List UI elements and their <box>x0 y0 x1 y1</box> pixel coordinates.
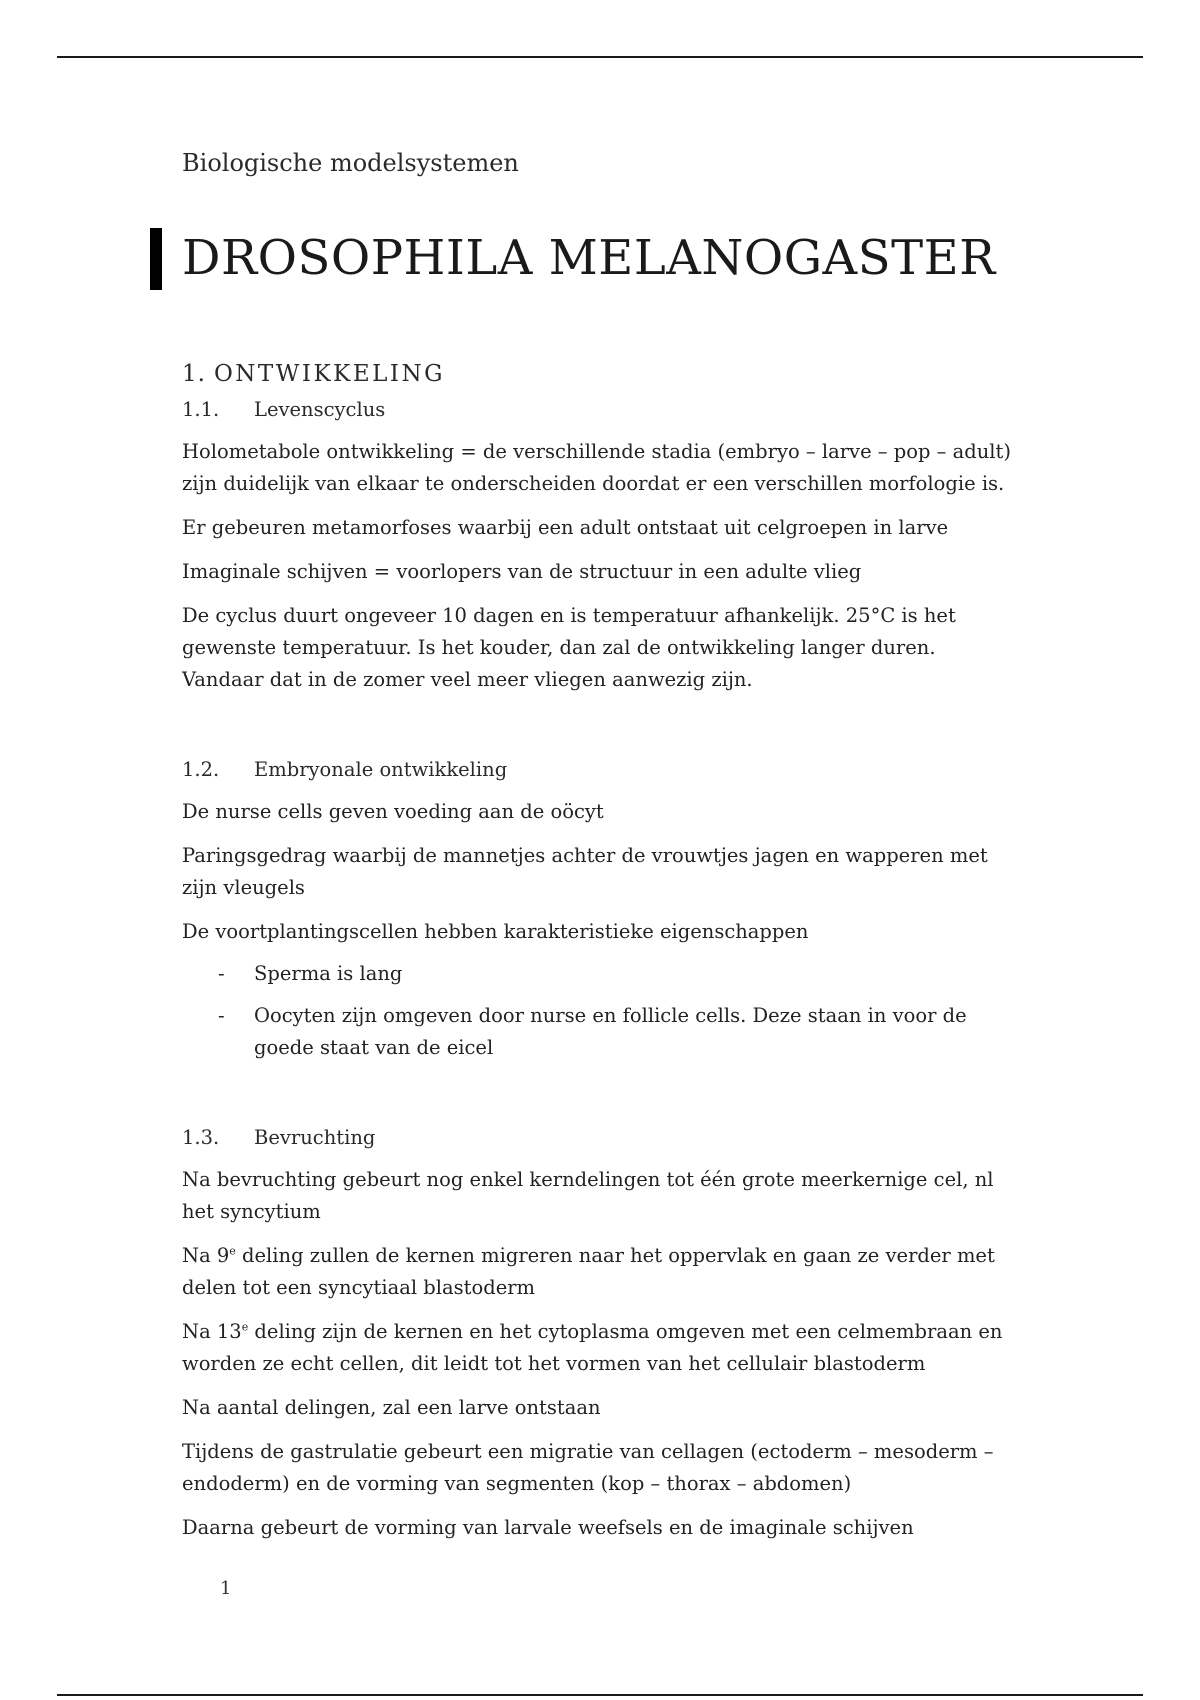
list-item <box>182 1000 1022 1064</box>
list-item-text: Sperma is lang <box>254 962 403 985</box>
paragraph: De nurse cells geven voeding aan de oöcyt <box>182 800 604 823</box>
page-content <box>182 146 1022 1544</box>
superscript: e <box>229 1244 236 1258</box>
subsection-title: Embryonale ontwikkeling <box>254 758 508 781</box>
section-heading-1 <box>182 358 1022 390</box>
paragraph <box>182 1240 1022 1304</box>
section-title: ONTWIKKELING <box>213 361 446 387</box>
superscript: e <box>241 1320 249 1334</box>
header-rule <box>57 56 1143 58</box>
paragraph: Tijdens de gastrulatie gebeurt een migratie van cellagen (ectoderm – mesoderm – endoderm) en de vorming van segmenten (kop – thorax – abdomen) <box>182 1440 994 1495</box>
paragraph: Imaginale schijven = voorlopers van de structuur in een adulte vlieg <box>182 560 862 583</box>
paragraph-text: deling zullen de kernen migreren naar het oppervlak en gaan ze verder met delen tot een syncytiaal blastoderm <box>182 1244 995 1299</box>
paragraph: Er gebeuren metamorfoses waarbij een adult ontstaat uit celgroepen in larve <box>182 516 949 539</box>
paragraph: De voortplantingscellen hebben karakteristieke eigenschappen <box>182 920 809 943</box>
list-item <box>182 958 1022 990</box>
subsection-number: 1.1. <box>182 398 220 421</box>
subsection-heading-1-1 <box>182 396 1022 424</box>
bullet-list <box>182 958 1022 1064</box>
subsection-heading-1-2 <box>182 756 1022 784</box>
bullet-dash: - <box>218 1004 225 1027</box>
paragraph: Na aantal delingen, zal een larve ontstaan <box>182 1396 601 1419</box>
title-accent-bar <box>150 228 162 290</box>
paragraph-text: Na 13 <box>182 1320 242 1343</box>
paragraph <box>182 1316 1022 1380</box>
subsection-title: Bevruchting <box>254 1126 376 1149</box>
paragraph: Paringsgedrag waarbij de mannetjes achter de vrouwtjes jagen en wapperen met zijn vleugels <box>182 844 988 899</box>
paragraph: Holometabole ontwikkeling = de verschillende stadia (embryo – larve – pop – adult) zijn duidelijk van elkaar te onderscheiden doordat er een verschillen morfologie is. <box>182 440 1011 495</box>
footer-rule <box>57 1694 1143 1696</box>
document-title: DROSOPHILA MELANOGASTER <box>182 230 996 286</box>
paragraph: Daarna gebeurt de vorming van larvale weefsels en de imaginale schijven <box>182 1516 914 1539</box>
paragraph-text: Na 9 <box>182 1244 230 1267</box>
paragraph: De cyclus duurt ongeveer 10 dagen en is temperatuur afhankelijk. 25°C is het gewenste temperatuur. Is het kouder, dan zal de ontwikkeling langer duren. Vandaar dat in de zomer veel meer vliegen aanwezig zijn. <box>182 604 956 691</box>
subsection-number: 1.2. <box>182 758 220 781</box>
paragraph-text: deling zijn de kernen en het cytoplasma omgeven met een celmembraan en worden ze echt cellen, dit leidt tot het vormen van het cellulair blastoderm <box>182 1320 1003 1375</box>
paragraph: Na bevruchting gebeurt nog enkel kerndelingen tot één grote meerkernige cel, nl het syncytium <box>182 1168 994 1223</box>
subsection-number: 1.3. <box>182 1126 220 1149</box>
title-block <box>182 226 1022 290</box>
page-number: 1 <box>220 1578 232 1599</box>
subsection-heading-1-3 <box>182 1124 1022 1152</box>
bullet-dash: - <box>218 962 225 985</box>
list-item-text: Oocyten zijn omgeven door nurse en follicle cells. Deze staan in voor de goede staat van de eicel <box>254 1004 967 1059</box>
document-subtitle: Biologische modelsystemen <box>182 149 519 177</box>
section-number: 1. <box>182 361 206 387</box>
subsection-title: Levenscyclus <box>254 398 386 421</box>
